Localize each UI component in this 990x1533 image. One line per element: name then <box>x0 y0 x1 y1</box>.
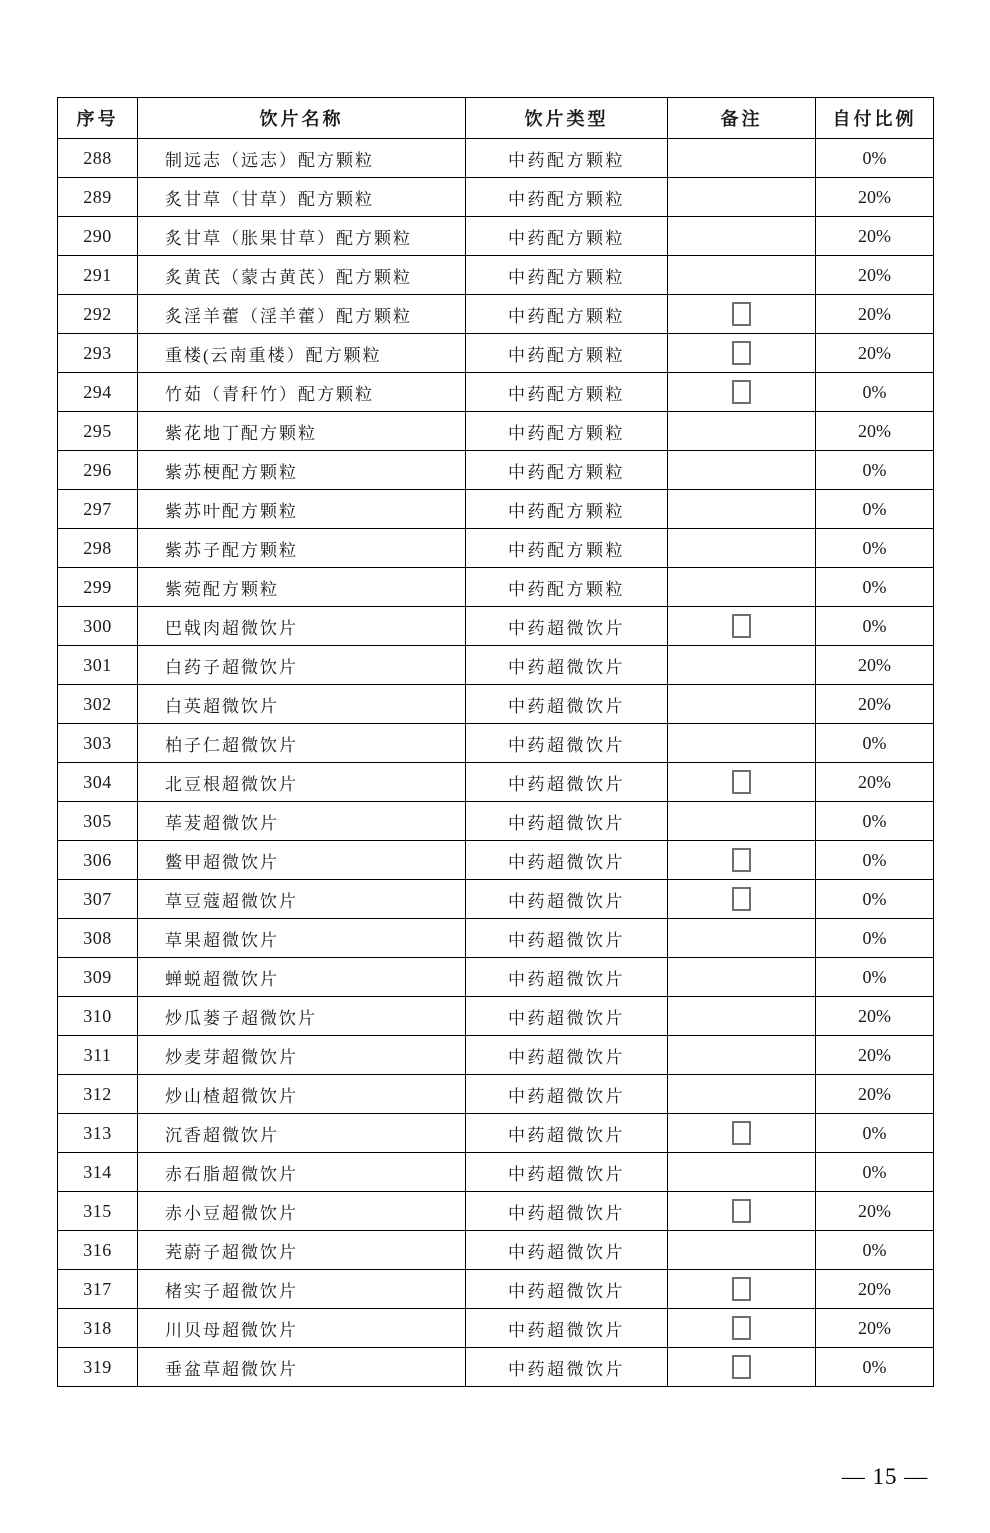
cell-piece-name: 草果超微饮片 <box>138 919 466 958</box>
table-row <box>58 529 934 568</box>
table-row <box>58 139 934 178</box>
cell-selfpay-ratio: 20% <box>816 997 934 1036</box>
header-remark: 备注 <box>668 98 816 139</box>
medicine-price-table <box>57 97 934 1387</box>
cell-remark <box>668 295 816 334</box>
table-row <box>58 646 934 685</box>
cell-remark <box>668 763 816 802</box>
table-row <box>58 568 934 607</box>
table-row <box>58 1348 934 1387</box>
cell-piece-type: 中药配方颗粒 <box>466 178 668 217</box>
cell-serial-number: 308 <box>58 919 138 958</box>
cell-piece-type: 中药超微饮片 <box>466 1036 668 1075</box>
cell-piece-name: 炙甘草（胀果甘草）配方颗粒 <box>138 217 466 256</box>
cell-piece-name: 炙淫羊藿（淫羊藿）配方颗粒 <box>138 295 466 334</box>
table-row <box>58 1270 934 1309</box>
cell-serial-number: 319 <box>58 1348 138 1387</box>
cell-selfpay-ratio: 0% <box>816 607 934 646</box>
table-row <box>58 178 934 217</box>
cell-piece-name: 茺蔚子超微饮片 <box>138 1231 466 1270</box>
table-row <box>58 880 934 919</box>
header-serial-number: 序号 <box>58 98 138 139</box>
cell-remark <box>668 841 816 880</box>
cell-piece-type: 中药超微饮片 <box>466 919 668 958</box>
cell-remark <box>668 412 816 451</box>
cell-selfpay-ratio: 0% <box>816 451 934 490</box>
cell-remark <box>668 802 816 841</box>
table-row <box>58 685 934 724</box>
remark-checkbox-icon <box>732 1199 751 1223</box>
cell-serial-number: 304 <box>58 763 138 802</box>
cell-piece-name: 竹茹（青秆竹）配方颗粒 <box>138 373 466 412</box>
table-row <box>58 412 934 451</box>
cell-serial-number: 302 <box>58 685 138 724</box>
cell-remark <box>668 1036 816 1075</box>
cell-piece-type: 中药配方颗粒 <box>466 568 668 607</box>
cell-remark <box>668 1270 816 1309</box>
cell-selfpay-ratio: 20% <box>816 1270 934 1309</box>
cell-serial-number: 318 <box>58 1309 138 1348</box>
cell-serial-number: 291 <box>58 256 138 295</box>
remark-checkbox-icon <box>732 1121 751 1145</box>
cell-serial-number: 289 <box>58 178 138 217</box>
cell-remark <box>668 490 816 529</box>
cell-piece-name: 柏子仁超微饮片 <box>138 724 466 763</box>
table-row <box>58 1153 934 1192</box>
table-row <box>58 1309 934 1348</box>
cell-piece-name: 北豆根超微饮片 <box>138 763 466 802</box>
cell-piece-type: 中药超微饮片 <box>466 1114 668 1153</box>
cell-piece-name: 紫菀配方颗粒 <box>138 568 466 607</box>
header-piece-type: 饮片类型 <box>466 98 668 139</box>
cell-selfpay-ratio: 0% <box>816 880 934 919</box>
table-row <box>58 997 934 1036</box>
cell-selfpay-ratio: 0% <box>816 1153 934 1192</box>
cell-piece-name: 垂盆草超微饮片 <box>138 1348 466 1387</box>
cell-remark <box>668 256 816 295</box>
table-row <box>58 1036 934 1075</box>
page-number: — 15 — <box>841 1464 929 1489</box>
cell-selfpay-ratio: 0% <box>816 568 934 607</box>
table-row <box>58 1231 934 1270</box>
remark-checkbox-icon <box>732 1277 751 1301</box>
cell-remark <box>668 880 816 919</box>
cell-piece-name: 川贝母超微饮片 <box>138 1309 466 1348</box>
cell-serial-number: 301 <box>58 646 138 685</box>
cell-piece-name: 白药子超微饮片 <box>138 646 466 685</box>
table-row <box>58 607 934 646</box>
cell-piece-type: 中药配方颗粒 <box>466 451 668 490</box>
cell-serial-number: 305 <box>58 802 138 841</box>
table-row <box>58 373 934 412</box>
cell-piece-type: 中药超微饮片 <box>466 1270 668 1309</box>
cell-piece-type: 中药超微饮片 <box>466 802 668 841</box>
cell-piece-name: 赤石脂超微饮片 <box>138 1153 466 1192</box>
cell-piece-name: 紫苏梗配方颗粒 <box>138 451 466 490</box>
cell-piece-name: 紫苏子配方颗粒 <box>138 529 466 568</box>
header-piece-name: 饮片名称 <box>138 98 466 139</box>
cell-remark <box>668 451 816 490</box>
cell-piece-type: 中药超微饮片 <box>466 1192 668 1231</box>
cell-serial-number: 307 <box>58 880 138 919</box>
cell-piece-type: 中药超微饮片 <box>466 1348 668 1387</box>
cell-remark <box>668 1114 816 1153</box>
remark-checkbox-icon <box>732 302 751 326</box>
cell-remark <box>668 217 816 256</box>
remark-checkbox-icon <box>732 380 751 404</box>
cell-selfpay-ratio: 20% <box>816 1036 934 1075</box>
cell-remark <box>668 373 816 412</box>
remark-checkbox-icon <box>732 848 751 872</box>
cell-remark <box>668 568 816 607</box>
table-row <box>58 451 934 490</box>
cell-piece-type: 中药超微饮片 <box>466 685 668 724</box>
cell-selfpay-ratio: 20% <box>816 217 934 256</box>
table-row <box>58 1114 934 1153</box>
table-row <box>58 919 934 958</box>
cell-serial-number: 314 <box>58 1153 138 1192</box>
cell-piece-name: 荜茇超微饮片 <box>138 802 466 841</box>
cell-serial-number: 298 <box>58 529 138 568</box>
cell-selfpay-ratio: 20% <box>816 763 934 802</box>
cell-remark <box>668 919 816 958</box>
remark-checkbox-icon <box>732 614 751 638</box>
cell-selfpay-ratio: 0% <box>816 919 934 958</box>
cell-remark <box>668 1309 816 1348</box>
cell-serial-number: 294 <box>58 373 138 412</box>
cell-piece-type: 中药超微饮片 <box>466 841 668 880</box>
table-body <box>58 139 934 1387</box>
cell-serial-number: 309 <box>58 958 138 997</box>
cell-piece-name: 沉香超微饮片 <box>138 1114 466 1153</box>
cell-piece-name: 巴戟肉超微饮片 <box>138 607 466 646</box>
cell-selfpay-ratio: 20% <box>816 1192 934 1231</box>
cell-remark <box>668 1192 816 1231</box>
cell-piece-type: 中药超微饮片 <box>466 958 668 997</box>
cell-piece-type: 中药超微饮片 <box>466 763 668 802</box>
cell-remark <box>668 529 816 568</box>
cell-piece-name: 鳖甲超微饮片 <box>138 841 466 880</box>
cell-piece-type: 中药配方颗粒 <box>466 256 668 295</box>
cell-piece-type: 中药超微饮片 <box>466 1309 668 1348</box>
cell-piece-name: 炒瓜蒌子超微饮片 <box>138 997 466 1036</box>
cell-piece-type: 中药配方颗粒 <box>466 529 668 568</box>
cell-selfpay-ratio: 0% <box>816 802 934 841</box>
table-row <box>58 295 934 334</box>
cell-selfpay-ratio: 0% <box>816 1348 934 1387</box>
cell-serial-number: 288 <box>58 139 138 178</box>
cell-remark <box>668 1348 816 1387</box>
cell-piece-type: 中药超微饮片 <box>466 1153 668 1192</box>
cell-selfpay-ratio: 0% <box>816 724 934 763</box>
cell-piece-type: 中药超微饮片 <box>466 724 668 763</box>
cell-piece-name: 紫苏叶配方颗粒 <box>138 490 466 529</box>
cell-piece-type: 中药配方颗粒 <box>466 490 668 529</box>
table-row <box>58 802 934 841</box>
table-row <box>58 490 934 529</box>
table-row <box>58 763 934 802</box>
cell-serial-number: 290 <box>58 217 138 256</box>
cell-remark <box>668 178 816 217</box>
cell-serial-number: 313 <box>58 1114 138 1153</box>
cell-remark <box>668 997 816 1036</box>
cell-piece-name: 紫花地丁配方颗粒 <box>138 412 466 451</box>
cell-remark <box>668 646 816 685</box>
remark-checkbox-icon <box>732 341 751 365</box>
table-row <box>58 217 934 256</box>
cell-piece-name: 炒麦芽超微饮片 <box>138 1036 466 1075</box>
cell-selfpay-ratio: 0% <box>816 1114 934 1153</box>
cell-serial-number: 311 <box>58 1036 138 1075</box>
remark-checkbox-icon <box>732 1355 751 1379</box>
table-row <box>58 724 934 763</box>
cell-serial-number: 299 <box>58 568 138 607</box>
cell-piece-name: 楮实子超微饮片 <box>138 1270 466 1309</box>
cell-serial-number: 316 <box>58 1231 138 1270</box>
cell-remark <box>668 139 816 178</box>
table-row <box>58 334 934 373</box>
cell-selfpay-ratio: 20% <box>816 178 934 217</box>
cell-selfpay-ratio: 0% <box>816 139 934 178</box>
cell-selfpay-ratio: 0% <box>816 841 934 880</box>
cell-piece-type: 中药超微饮片 <box>466 1231 668 1270</box>
remark-checkbox-icon <box>732 887 751 911</box>
cell-piece-name: 蝉蜕超微饮片 <box>138 958 466 997</box>
cell-piece-name: 炙甘草（甘草）配方颗粒 <box>138 178 466 217</box>
remark-checkbox-icon <box>732 770 751 794</box>
cell-piece-name: 制远志（远志）配方颗粒 <box>138 139 466 178</box>
cell-selfpay-ratio: 20% <box>816 295 934 334</box>
cell-piece-type: 中药配方颗粒 <box>466 217 668 256</box>
cell-serial-number: 303 <box>58 724 138 763</box>
cell-serial-number: 317 <box>58 1270 138 1309</box>
cell-selfpay-ratio: 0% <box>816 1231 934 1270</box>
cell-selfpay-ratio: 20% <box>816 1309 934 1348</box>
cell-serial-number: 310 <box>58 997 138 1036</box>
cell-piece-type: 中药超微饮片 <box>466 880 668 919</box>
cell-remark <box>668 724 816 763</box>
table-row <box>58 256 934 295</box>
cell-serial-number: 315 <box>58 1192 138 1231</box>
cell-serial-number: 306 <box>58 841 138 880</box>
cell-remark <box>668 1231 816 1270</box>
table-row <box>58 958 934 997</box>
cell-remark <box>668 1153 816 1192</box>
cell-serial-number: 312 <box>58 1075 138 1114</box>
cell-piece-type: 中药配方颗粒 <box>466 373 668 412</box>
cell-serial-number: 295 <box>58 412 138 451</box>
cell-piece-name: 赤小豆超微饮片 <box>138 1192 466 1231</box>
cell-piece-type: 中药配方颗粒 <box>466 412 668 451</box>
table-row <box>58 1192 934 1231</box>
cell-selfpay-ratio: 20% <box>816 646 934 685</box>
cell-piece-type: 中药超微饮片 <box>466 607 668 646</box>
cell-selfpay-ratio: 20% <box>816 256 934 295</box>
cell-remark <box>668 685 816 724</box>
cell-remark <box>668 334 816 373</box>
cell-selfpay-ratio: 0% <box>816 958 934 997</box>
remark-checkbox-icon <box>732 1316 751 1340</box>
cell-selfpay-ratio: 20% <box>816 412 934 451</box>
table-header-row <box>58 98 934 139</box>
cell-serial-number: 292 <box>58 295 138 334</box>
cell-piece-name: 白英超微饮片 <box>138 685 466 724</box>
cell-piece-type: 中药配方颗粒 <box>466 295 668 334</box>
table-row <box>58 1075 934 1114</box>
cell-serial-number: 296 <box>58 451 138 490</box>
table-row <box>58 841 934 880</box>
header-selfpay-ratio: 自付比例 <box>816 98 934 139</box>
cell-selfpay-ratio: 20% <box>816 685 934 724</box>
cell-piece-name: 炒山楂超微饮片 <box>138 1075 466 1114</box>
cell-piece-type: 中药超微饮片 <box>466 1075 668 1114</box>
cell-selfpay-ratio: 0% <box>816 373 934 412</box>
cell-piece-name: 炙黄芪（蒙古黄芪）配方颗粒 <box>138 256 466 295</box>
cell-piece-type: 中药配方颗粒 <box>466 139 668 178</box>
cell-remark <box>668 607 816 646</box>
cell-remark <box>668 1075 816 1114</box>
cell-piece-type: 中药超微饮片 <box>466 646 668 685</box>
cell-piece-name: 重楼(云南重楼）配方颗粒 <box>138 334 466 373</box>
cell-serial-number: 300 <box>58 607 138 646</box>
cell-serial-number: 293 <box>58 334 138 373</box>
cell-serial-number: 297 <box>58 490 138 529</box>
cell-selfpay-ratio: 0% <box>816 529 934 568</box>
cell-piece-type: 中药配方颗粒 <box>466 334 668 373</box>
cell-piece-type: 中药超微饮片 <box>466 997 668 1036</box>
cell-selfpay-ratio: 20% <box>816 334 934 373</box>
cell-selfpay-ratio: 0% <box>816 490 934 529</box>
cell-remark <box>668 958 816 997</box>
cell-piece-name: 草豆蔻超微饮片 <box>138 880 466 919</box>
cell-selfpay-ratio: 20% <box>816 1075 934 1114</box>
